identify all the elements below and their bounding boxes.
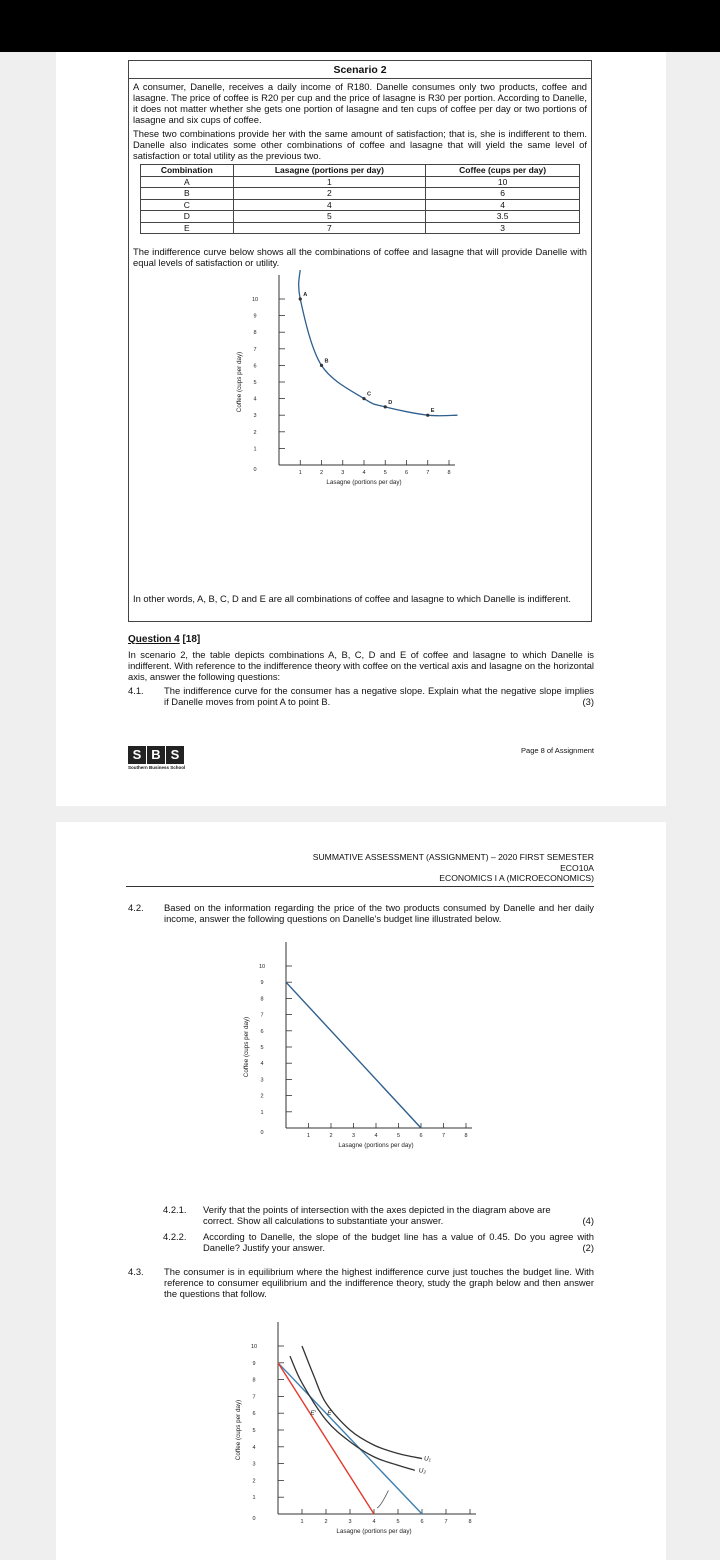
y-tick-label: 9 [260,980,264,987]
y-tick-label: 2 [253,429,257,436]
scenario-para-3: The indifference curve below shows all the combinations of coffee and lasagne that will provide Danelle with equal levels of satisfaction or utility. [133,246,587,268]
x-tick-label: 6 [420,1519,424,1525]
x-axis-label: Lasagne (portions per day) [336,1528,412,1535]
y-tick-label: 0 [252,1516,256,1522]
y-tick-label: 1 [252,1495,256,1502]
logo-letter: S [128,746,146,764]
table-cell: 10 [426,176,580,188]
sbs-logo [128,746,185,770]
table-header: Coffee (cups per day) [426,165,580,177]
x-tick-label: 2 [319,470,324,476]
table-row [141,222,580,234]
data-point [426,414,429,417]
table-row [141,188,580,200]
y-tick-label: 7 [252,1394,256,1401]
question-marks-value: (4) [582,1215,594,1226]
logo-letter: S [166,746,184,764]
y-tick-label: 8 [253,330,257,337]
document-page-8 [56,52,666,806]
scenario-title: Scenario 2 [129,61,591,79]
y-tick-label: 4 [260,1061,264,1068]
table-row [141,176,580,188]
y-tick-label: 5 [260,1045,264,1051]
x-tick-label: 8 [464,1133,468,1139]
y-tick-label: 9 [253,313,257,320]
question-marks-value: (2) [582,1242,594,1253]
point-label: B [324,358,329,365]
y-tick-label: 3 [260,1077,264,1084]
x-tick-label: 8 [468,1519,472,1525]
budget-line-chart [236,934,496,1166]
scenario-box [128,60,592,622]
y-tick-label: 0 [260,1130,264,1136]
y-tick-label: 8 [252,1377,256,1384]
table-header: Lasagne (portions per day) [233,165,426,177]
curve-label: U₂ [418,1467,426,1475]
table-cell: C [141,199,234,211]
table-cell: D [141,211,234,223]
question-heading [128,634,594,645]
y-tick-label: 7 [260,1012,264,1019]
question-number: 4.2.1. [163,1204,187,1215]
point-label: E [430,408,435,415]
x-tick-label: 1 [306,1133,311,1139]
x-tick-label: 1 [300,1519,304,1525]
header-line: ECONOMICS I A (MICROECONOMICS) [439,873,594,883]
question-text: Based on the information regarding the price of the two products consumed by Danelle and her daily income, answer the following questions on Danelle's budget line illustrated below. [164,902,594,924]
table-cell: 2 [233,188,426,200]
curve-label: U₁ [424,1455,431,1463]
x-axis-label: Lasagne (portions per day) [326,479,402,486]
y-axis-label: Coffee (cups per day) [236,351,243,413]
x-tick-label: 2 [324,1519,328,1525]
indifference-curve-chart [235,270,495,502]
data-point [384,405,387,408]
y-tick-label: 2 [260,1093,264,1100]
shift-arrow [377,1490,388,1508]
header-line: ECO10A [560,862,594,873]
x-tick-label: 1 [298,470,302,476]
table-cell: 6 [426,188,580,200]
question-text: The consumer is in equilibrium where the highest indifference curve just touches the budget line. With reference to consumer equilibrium and the indifference theory, study the graph below and then answer the questions that follow. [164,1266,594,1299]
table-header-row [141,165,580,177]
table-cell: B [141,188,234,200]
table-cell: 7 [233,222,426,234]
x-axis-label: Lasagne (portions per day) [338,1142,414,1149]
x-tick-label: 7 [444,1519,448,1525]
question-number: 4.2. [128,902,144,913]
point-label: D [388,399,393,406]
page-footer: Page 8 of Assignment [521,746,594,755]
logo-letter: B [147,746,165,764]
y-tick-label: 10 [251,297,259,303]
y-tick-label: 1 [260,1109,264,1116]
table-cell: 1 [233,176,426,188]
table-cell: 4 [426,199,580,211]
table-row [141,199,580,211]
question-marks: [18] [182,634,201,645]
y-tick-label: 1 [253,446,257,453]
budget-line-blue [278,1363,422,1514]
indifference-curve [299,270,458,416]
logo-subtitle: Southern Business School [128,765,186,770]
table-cell: 3.5 [426,211,580,223]
y-tick-label: 8 [260,996,264,1003]
data-point [362,397,365,400]
x-tick-label: 2 [329,1133,333,1139]
y-tick-label: 6 [260,1028,264,1035]
top-black-bar [0,0,720,52]
x-tick-label: 3 [341,470,345,476]
header-line: SUMMATIVE ASSESSMENT (ASSIGNMENT) – 2020 FIRST SEMESTER [312,852,594,862]
y-tick-label: 3 [253,413,257,420]
x-tick-label: 8 [447,470,451,476]
x-tick-label: 4 [362,470,366,476]
scenario-para-4: In other words, A, B, C, D and E are all combinations of coffee and lasagne to which Danelle is indifferent. [133,593,571,604]
point-label: C [367,391,372,398]
budget-line-red [278,1363,374,1514]
y-tick-label: 5 [252,1428,256,1434]
y-tick-label: 9 [252,1360,256,1367]
x-tick-label: 4 [374,1133,378,1139]
table-row [141,211,580,223]
x-tick-label: 5 [396,1519,400,1525]
table-cell: E [141,222,234,234]
y-tick-label: 7 [253,346,257,353]
y-tick-label: 6 [253,363,257,370]
question-marks-value: (3) [582,696,594,707]
table-cell: 5 [233,211,426,223]
y-axis-label: Coffee (cups per day) [235,1399,242,1461]
table-cell: A [141,176,234,188]
data-point [320,364,323,367]
x-tick-label: 5 [383,470,387,476]
question-intro: In scenario 2, the table depicts combinations A, B, C, D and E of coffee and lasagne to which Danelle is indifferent. With reference to the indifference theory with coffee on the vertical axis and lasagne on the horizontal axis, answer the following questions: [128,649,594,682]
question-text: Verify that the points of intersection with the axes depicted in the diagram above are correct. Show all calculations to substantiate your answer. [203,1204,551,1226]
consumer-equilibrium-chart [234,1316,504,1548]
page-header [313,852,594,884]
scenario-para-2: These two combinations provide her with the same amount of satisfaction; that is, she is indifferent to them. Danelle also indicates some other combinations of coffee and lasagne that will yield the same level of satisfaction or total utility as the previous two. [133,128,587,161]
question-number: 4.3. [128,1266,144,1277]
point-label: E′ [310,1409,316,1417]
point-label: E [327,1409,332,1417]
data-point [299,297,302,300]
header-divider [126,886,594,887]
table-header: Combination [141,165,234,177]
question-text: The indifference curve for the consumer has a negative slope. Explain what the negative slope implies if Danelle moves from point A to point B. [164,685,594,707]
point-label: A [303,292,308,298]
y-tick-label: 10 [258,964,266,970]
x-tick-label: 6 [419,1133,423,1139]
y-axis-label: Coffee (cups per day) [243,1016,250,1078]
x-tick-label: 3 [348,1519,352,1525]
y-tick-label: 4 [253,396,257,403]
question-text: According to Danelle, the slope of the budget line has a value of 0.45. Do you agree with Danelle? Justify your answer. [203,1231,594,1253]
question-number: 4.1. [128,685,144,696]
indifference-curve-u1 [302,1346,422,1459]
document-page-9 [56,822,666,1560]
y-tick-label: 2 [252,1478,256,1485]
scenario-para-1: A consumer, Danelle, receives a daily income of R180. Danelle consumes only two products, coffee and lasagne. The price of coffee is R20 per cup and the price of lasagne is R30 per portion. According to Danelle, it does not matter whether she gets one portion of lasagne and ten cups of coffee per day or two portions of lasagne and six cups of coffee. [133,81,587,125]
y-tick-label: 0 [253,467,257,473]
y-tick-label: 5 [253,380,257,386]
y-tick-label: 6 [252,1411,256,1418]
budget-line [286,982,421,1128]
x-tick-label: 6 [404,470,409,476]
y-tick-label: 3 [252,1461,256,1468]
x-tick-label: 3 [351,1133,356,1139]
y-tick-label: 10 [250,1344,258,1350]
x-tick-label: 5 [396,1133,401,1139]
table-cell: 4 [233,199,426,211]
question-title: Question 4 [128,634,180,645]
x-tick-label: 7 [441,1133,446,1139]
x-tick-label: 4 [372,1519,376,1525]
y-tick-label: 4 [252,1444,256,1451]
combination-table [140,164,580,234]
x-tick-label: 7 [426,470,430,476]
table-cell: 3 [426,222,580,234]
question-number: 4.2.2. [163,1231,187,1242]
